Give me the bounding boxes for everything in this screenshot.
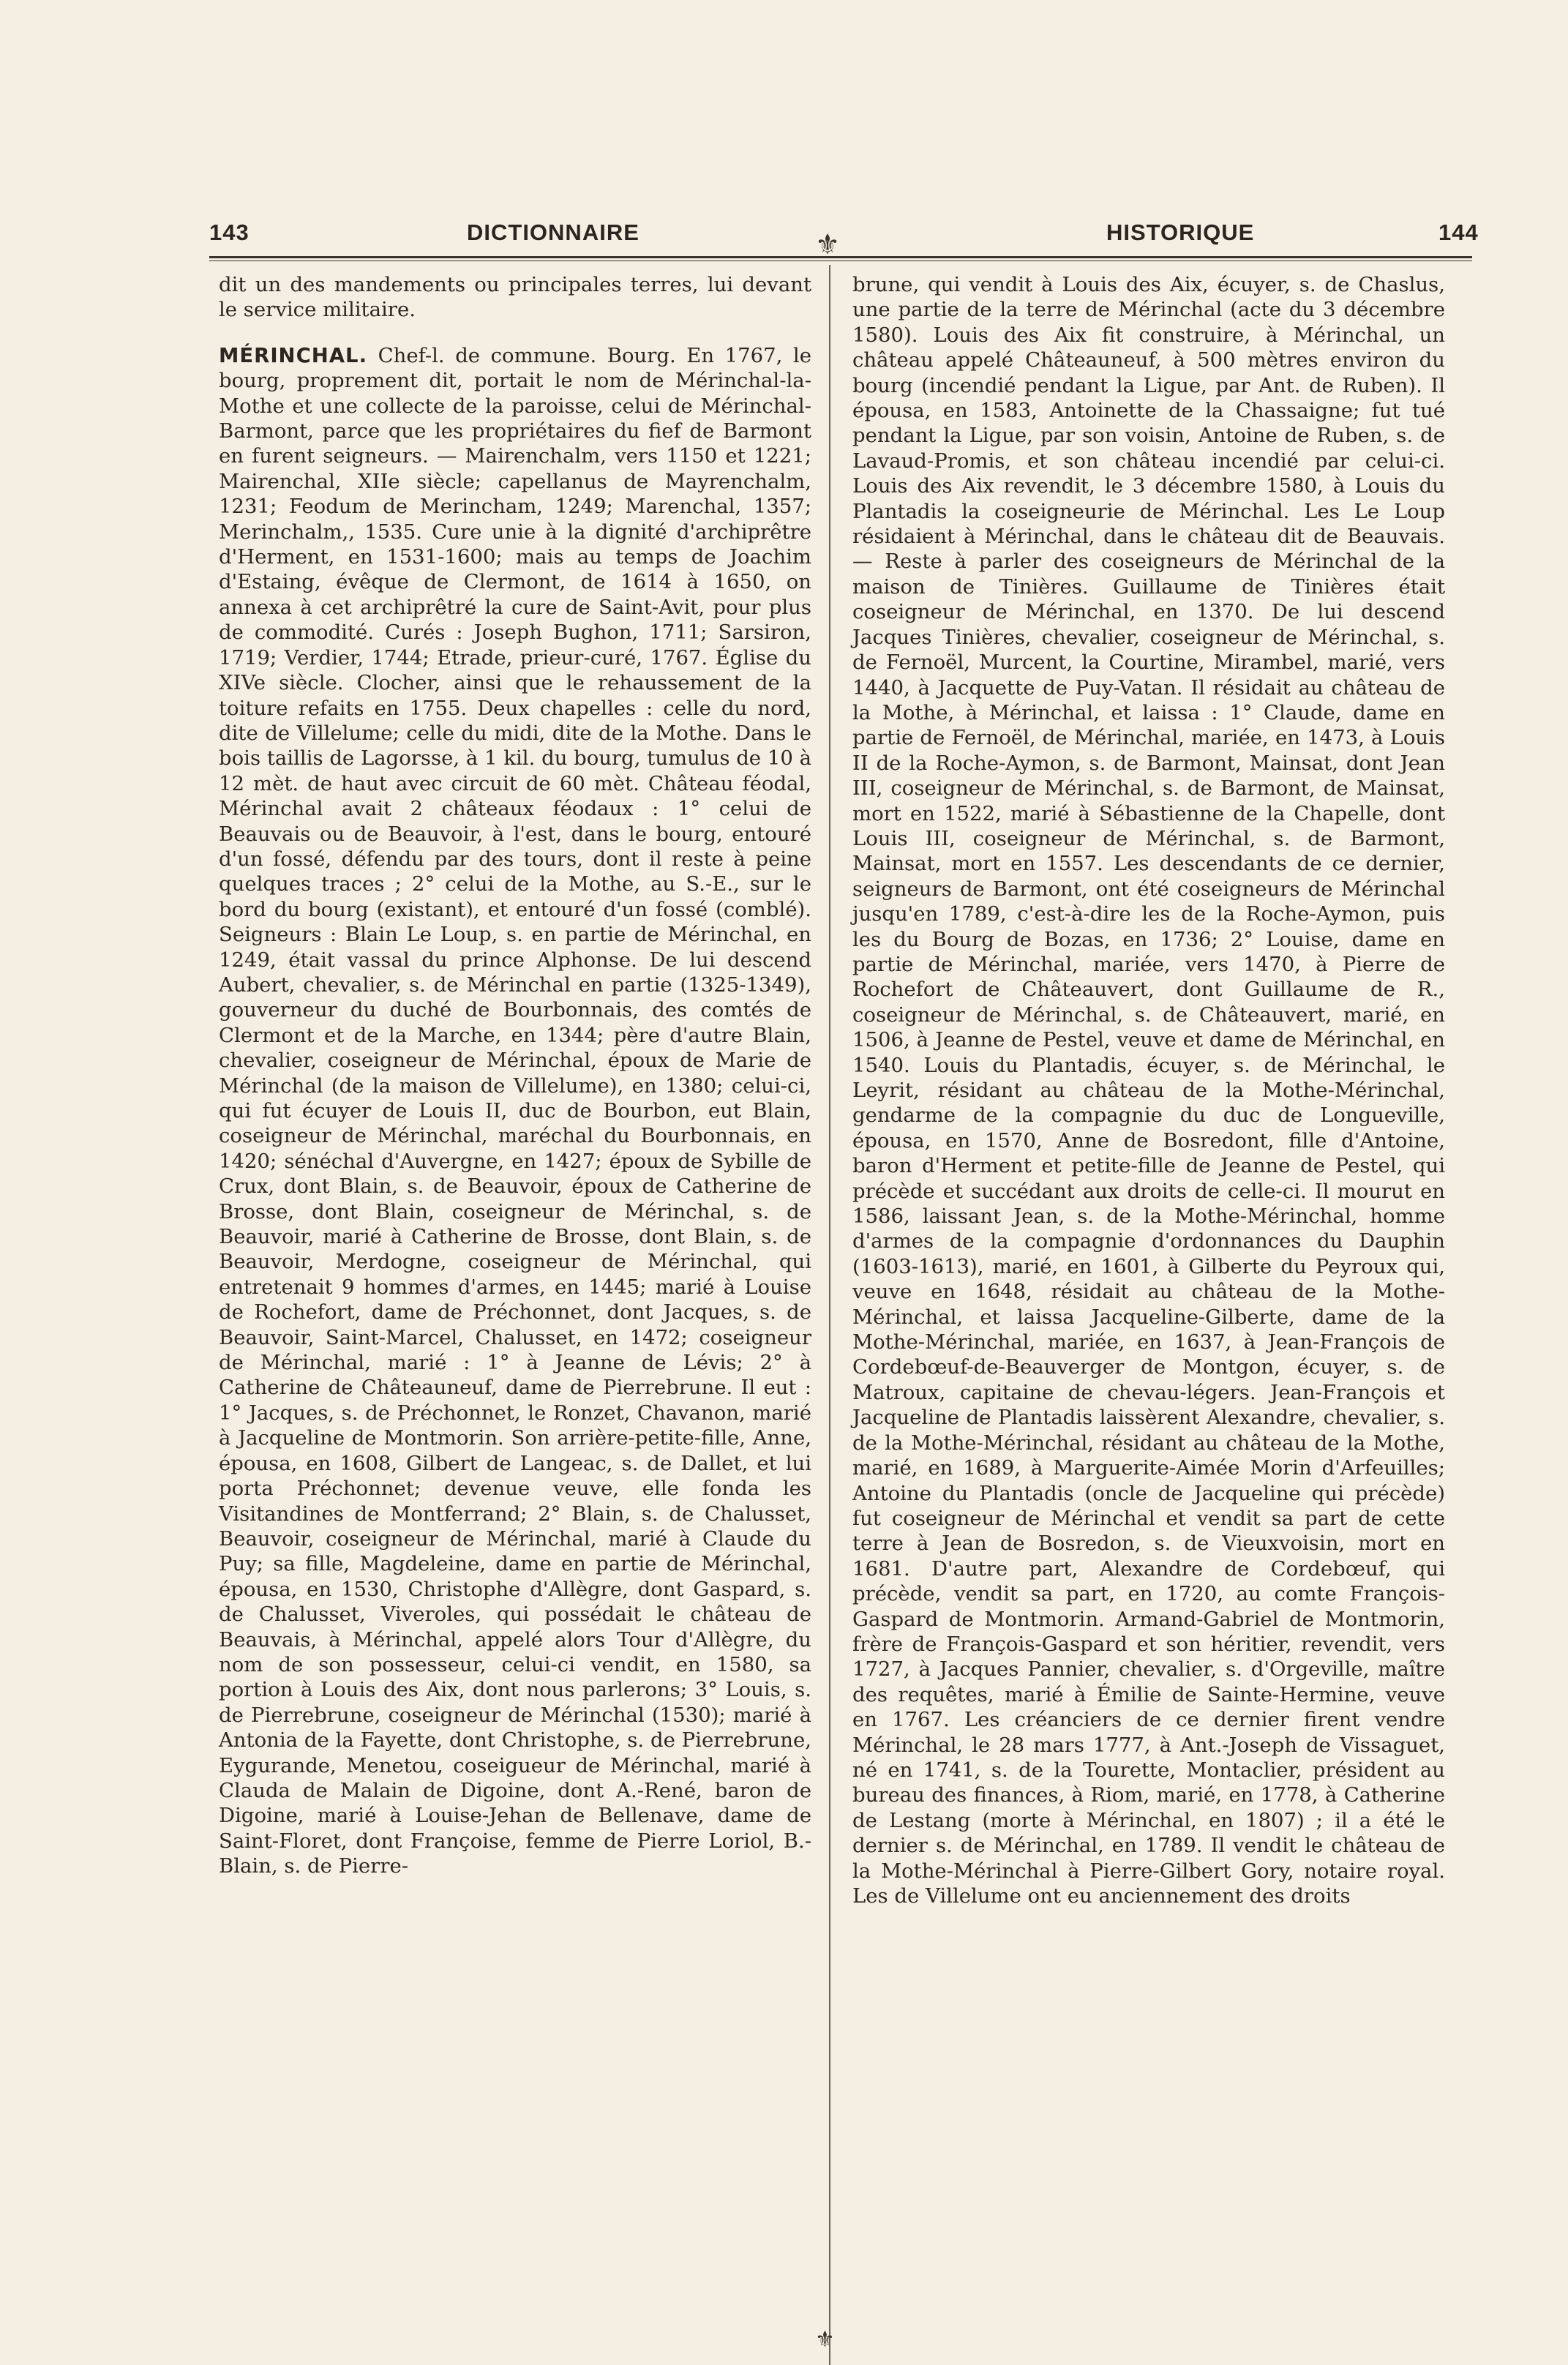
- fleur-ornament-bottom-icon: ⚜: [815, 2327, 835, 2353]
- paragraph-intro: dit un des mandements ou principales terres, lui devant le service militaire.: [219, 273, 811, 322]
- running-header: [209, 214, 1479, 258]
- entry-body: Chef-l. de commune. Bourg. En 1767, le bourg, proprement dit, portait le nom de Mérinchal-la-Mothe et une collecte de la paroisse, celui de Mérinchal-Barmont, parce que les propriétaires du fief de Barmont en furent seigneurs. — Mairenchalm, vers 1150 et 1221; Mairenchal, XIIe siècle; capellanus de Mayrenchalm, 1231; Feodum de Merincham, 1249; Marenchal, 1357; Merinchalm,, 1535. Cure unie à la dignité d'archiprêtre d'Herment, en 1531-1600; mais au temps de Joachim d'Estaing, évêque de Clermont, de 1614 à 1650, on annexa à cet archiprêtré la cure de Saint-Avit, pour plus de commodité. Curés : Joseph Bughon, 1711; Sarsiron, 1719; Verdier, 1744; Etrade, prieur-curé, 1767. Église du XIVe siècle. Clocher, ainsi que le rehaussement de la toiture refaits en 1755. Deux chapelles : celle du nord, dite de Villelume; celle du midi, dite de la Mothe. Dans le bois taillis de Lagorsse, à 1 kil. du bourg, tumulus de 10 à 12 mèt. de haut avec circuit de 60 mèt. Château féodal, Mérinchal avait 2 châteaux féodaux : 1° celui de Beauvais ou de Beauvoir, à l'est, dans le bourg, entouré d'un fossé, défendu par des tours, dont il reste à peine quelques traces ; 2° celui de la Mothe, au S.-E., sur le bord du bourg (existant), et entouré d'un fossé (comblé). Seigneurs : Blain Le Loup, s. en partie de Mérinchal, en 1249, était vassal du prince Alphonse. De lui descend Aubert, chevalier, s. de Mérinchal en partie (1325-1349), gouverneur du duché de Bourbonnais, des comtés de Clermont et de la Marche, en 1344; père d'autre Blain, chevalier, coseigneur de Mérinchal, époux de Marie de Mérinchal (de la maison de Villelume), en 1380; celui-ci, qui fut écuyer de Louis II, duc de Bourbon, eut Blain, coseigneur de Mérinchal, maréchal du Bourbonnais, en 1420; sénéchal d'Auvergne, en 1427; époux de Sybille de Crux, dont Blain, s. de Beauvoir, époux de Catherine de Brosse, dont Blain, coseigneur de Mérinchal, s. de Beauvoir, marié à Catherine de Brosse, dont Blain, s. de Beauvoir, Merdogne, coseigneur de Mérinchal, qui entretenait 9 hommes d'armes, en 1445; marié à Louise de Rochefort, dame de Préchonnet, dont Jacques, s. de Beauvoir, Saint-Marcel, Chalusset, en 1472; coseigneur de Mérinchal, marié : 1° à Jeanne de Lévis; 2° à Catherine de Châteauneuf, dame de Pierrebrune. Il eut : 1° Jacques, s. de Préchonnet, le Ronzet, Chavanon, marié à Jacqueline de Montmorin. Son arrière-petite-fille, Anne, épousa, en 1608, Gilbert de Langeac, s. de Dallet, et lui porta Préchonnet; devenue veuve, elle fonda les Visitandines de Montferrand; 2° Blain, s. de Chalusset, Beauvoir, coseigneur de Mérinchal, marié à Claude du Puy; sa fille, Magdeleine, dame en partie de Mérinchal, épousa, en 1530, Christophe d'Allègre, dont Gaspard, s. de Chalusset, Viveroles, qui possédait le château de Beauvais, à Mérinchal, appelé alors Tour d'Allègre, du nom de son possesseur, celui-ci vendit, en 1580, sa portion à Louis des Aix, dont nous parlerons; 3° Louis, s. de Pierrebrune, coseigneur de Mérinchal (1530); marié à Antonia de la Fayette, dont Christophe, s. de Pierrebrune, Eygurande, Menetou, coseigueur de Mérinchal, marié à Clauda de Malain de Digoine, dont A.-René, baron de Digoine, marié à Louise-Jehan de Bellenave, dame de Saint-Floret, dont Françoise, femme de Pierre Loriol, B.-Blain, s. de Pierre-: [219, 343, 811, 1878]
- page-number-left: 143: [209, 220, 250, 245]
- column-divider: [829, 265, 830, 2365]
- paragraph-merinchal: [219, 343, 811, 1879]
- left-column: [219, 272, 811, 1879]
- header-title-left: DICTIONNAIRE: [467, 220, 639, 245]
- header-rule: [209, 256, 1472, 258]
- fleur-ornament-top-icon: ⚜: [815, 228, 841, 261]
- header-title-right: HISTORIQUE: [1106, 220, 1255, 245]
- paragraph-continuation: brune, qui vendit à Louis des Aix, écuyer, s. de Chaslus, une partie de la terre de Mérinchal (acte du 3 décembre 1580). Louis des Aix fit construire, à Mérinchal, un château appelé Châteauneuf, à 500 mètres environ du bourg (incendié pendant la Ligue, par Ant. de Ruben). Il épousa, en 1583, Antoinette de la Chassaigne; fut tué pendant la Ligue, par son voisin, Antoine de Ruben, s. de Lavaud-Promis, et son château incendié par celui-ci. Louis des Aix revendit, le 3 décembre 1580, à Louis du Plantadis la coseigneurie de Mérinchal. Les Le Loup résidaient à Mérinchal, dans le château dit de Beauvais. — Reste à parler des coseigneurs de Mérinchal de la maison de Tinières. Guillaume de Tinières était coseigneur de Mérinchal, en 1370. De lui descend Jacques Tinières, chevalier, coseigneur de Mérinchal, s. de Fernoël, Murcent, la Courtine, Mirambel, marié, vers 1440, à Jacquette de Puy-Vatan. Il résidait au château de la Mothe, à Mérinchal, et laissa : 1° Claude, dame en partie de Fernoël, de Mérinchal, mariée, en 1473, à Louis II de la Roche-Aymon, s. de Barmont, Mainsat, dont Jean III, coseigneur de Mérinchal, s. de Barmont, de Mainsat, mort en 1522, marié à Sébastienne de la Chapelle, dont Louis III, coseigneur de Mérinchal, s. de Barmont, Mainsat, mort en 1557. Les descendants de ce dernier, seigneurs de Barmont, ont été coseigneurs de Mérinchal jusqu'en 1789, c'est-à-dire les de la Roche-Aymon, puis les du Bourg de Bozas, en 1736; 2° Louise, dame en partie de Mérinchal, mariée, vers 1470, à Pierre de Rochefort de Châteauvert, dont Guillaume de R., coseigneur de Mérinchal, s. de Châteauvert, marié, en 1506, à Jeanne de Pestel, veuve et dame de Mérinchal, en 1540. Louis du Plantadis, écuyer, s. de Mérinchal, le Leyrit, résidant au château de la Mothe-Mérinchal, gendarme de la compagnie du duc de Longueville, épousa, en 1570, Anne de Bosredont, fille d'Antoine, baron d'Herment et petite-fille de Jeanne de Pestel, qui précède et succédant aux droits de celle-ci. Il mourut en 1586, laissant Jean, s. de la Mothe-Mérinchal, homme d'armes de la compagnie d'ordonnances du Dauphin (1603-1613), marié, en 1601, à Gilberte du Peyroux qui, veuve en 1648, résidait au château de la Mothe-Mérinchal, et laissa Jacqueline-Gilberte, dame de la Mothe-Mérinchal, mariée, en 1637, à Jean-François de Cordebœuf-de-Beauverger de Montgon, écuyer, s. de Matroux, capitaine de chevau-légers. Jean-François et Jacqueline de Plantadis laissèrent Alexandre, chevalier, s. de la Mothe-Mérinchal, résidant au château de la Mothe, marié, en 1689, à Marguerite-Aimée Morin d'Arfeuilles; Antoine du Plantadis (oncle de Jacqueline qui précède) fut coseigneur de Mérinchal et vendit sa part de cette terre à Jean de Bosredon, s. de Vieuxvoisin, mort en 1681. D'autre part, Alexandre de Cordebœuf, qui précède, vendit sa part, en 1720, au comte François-Gaspard de Montmorin. Armand-Gabriel de Montmorin, frère de François-Gaspard et son héritier, revendit, vers 1727, à Jacques Pannier, chevalier, s. d'Orgeville, maître des requêtes, marié à Émilie de Sainte-Hermine, veuve en 1767. Les créanciers de ce dernier firent vendre Mérinchal, le 28 mars 1777, à Ant.-Joseph de Vissaguet, né en 1741, s. de la Tourette, Montaclier, président au bureau des finances, à Riom, marié, en 1778, à Catherine de Lestang (morte à Mérinchal, en 1807) ; il a été le dernier s. de Mérinchal, en 1789. Il vendit le château de la Mothe-Mérinchal à Pierre-Gilbert Gory, notaire royal. Les de Villelume ont eu anciennement des droits: [852, 273, 1445, 1908]
- entry-heading: MÉRINCHAL.: [219, 343, 368, 367]
- page-number-right: 144: [1438, 220, 1479, 245]
- right-column: [852, 272, 1445, 1908]
